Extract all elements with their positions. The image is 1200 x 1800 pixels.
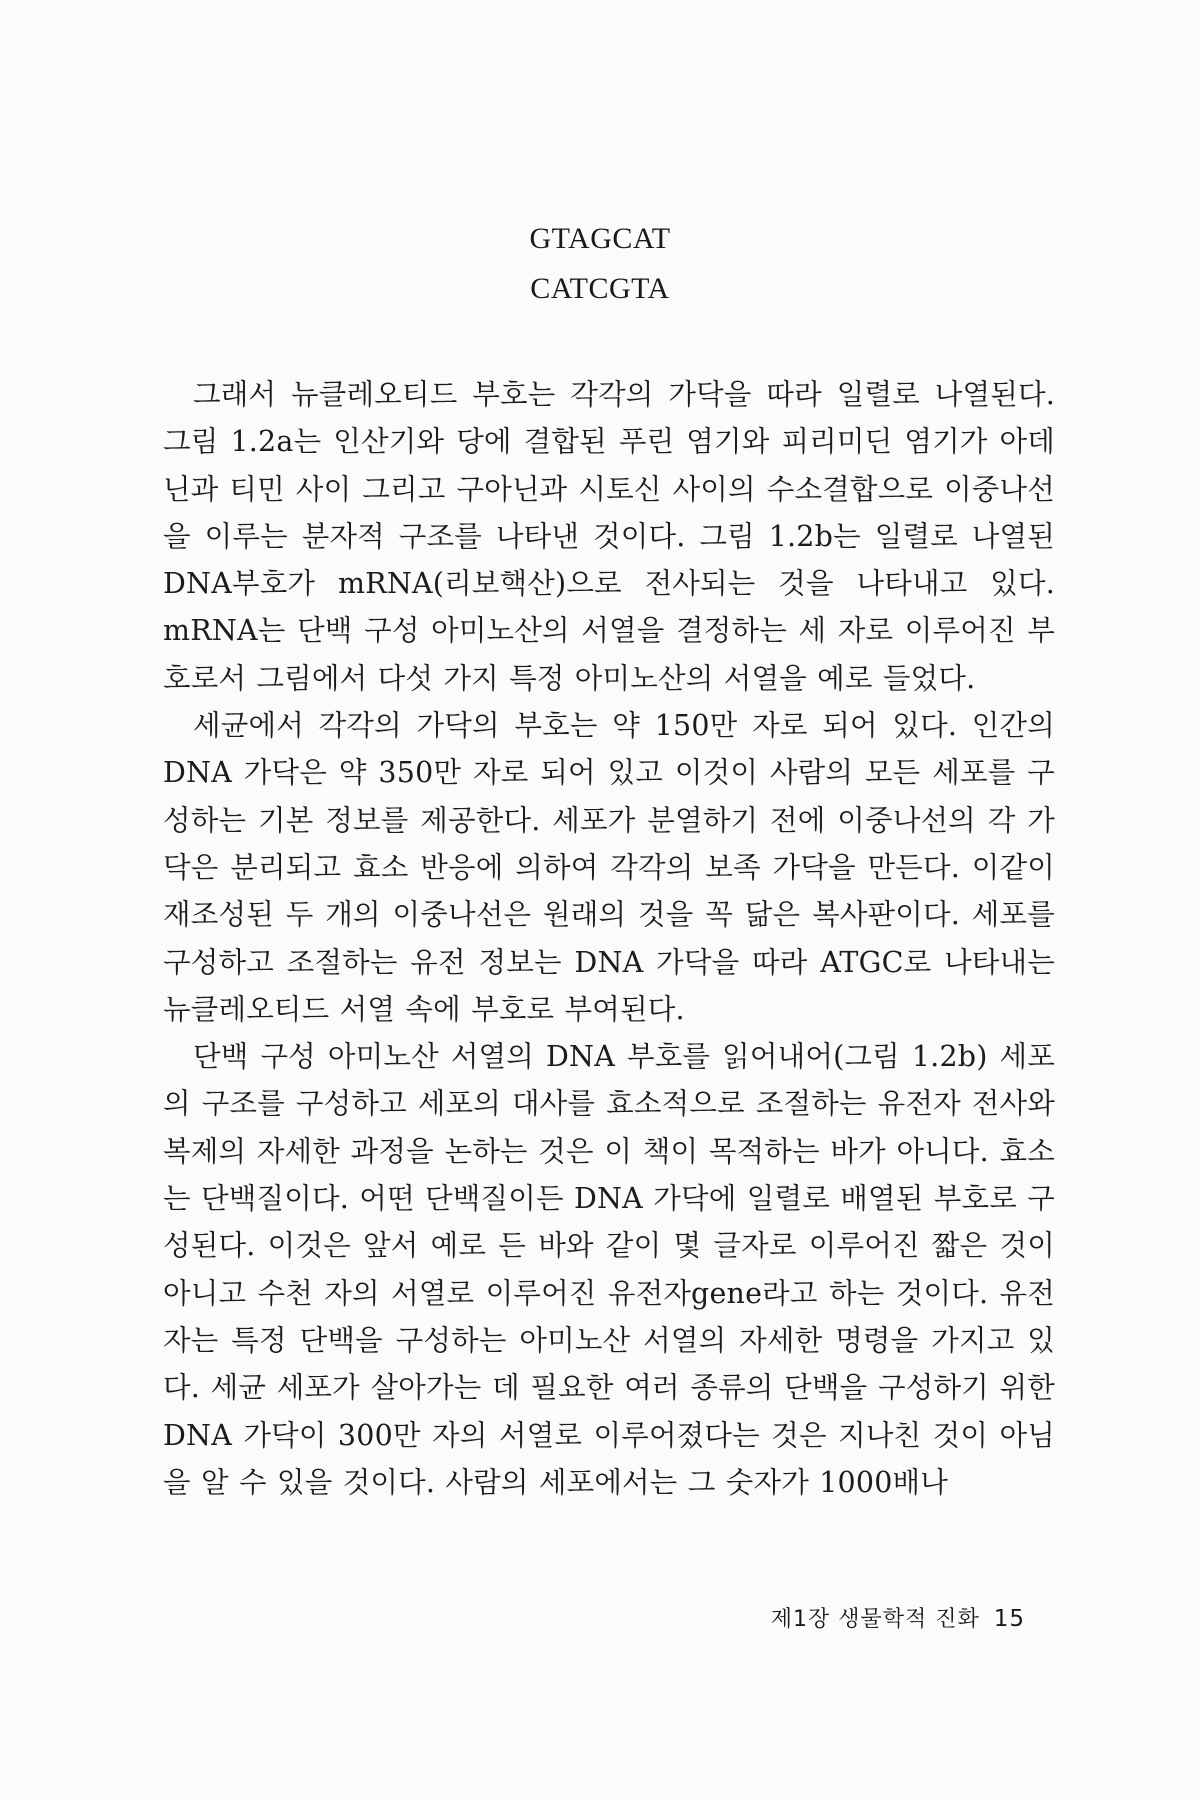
dna-strand-top: GTAGCAT bbox=[529, 222, 671, 255]
page-footer bbox=[771, 1602, 1025, 1633]
dna-strand-bottom: CATCGTA bbox=[530, 272, 670, 305]
running-head: 제1장 생물학적 진화 bbox=[770, 1607, 980, 1632]
page-number: 15 bbox=[993, 1606, 1025, 1632]
body-text bbox=[163, 371, 1055, 1506]
paragraph-1: 그래서 뉴클레오티드 부호는 각각의 가닥을 따라 일렬로 나열된다. 그림 1.2a는 인산기와 당에 결합된 푸린 염기와 피리미딘 염기가 아데닌과 티민 사이 그리고 구아닌과 시토신 사이의 수소결합으로 이중나선을 이루는 분자적 구조를 나타낸 것이다. 그림 1.2b는 일렬로 나열된 DNA부호가 mRNA(리보핵산)으로 전사되는 것을 나타내고 있다. mRNA는 단백 구성 아미노산의 서열을 결정하는 세 자로 이루어진 부호로서 그림에서 다섯 가지 특정 아미노산의 서열을 예로 들었다. bbox=[163, 378, 1055, 695]
paragraph-3: 단백 구성 아미노산 서열의 DNA 부호를 읽어내어(그림 1.2b) 세포의 구조를 구성하고 세포의 대사를 효소적으로 조절하는 유전자 전사와 복제의 자세한 과정을 논하는 것은 이 책이 목적하는 바가 아니다. 효소는 단백질이다. 어떤 단백질이든 DNA 가닥에 일렬로 배열된 부호로 구성된다. 이것은 앞서 예로 든 바와 같이 몇 글자로 이루어진 짧은 것이 아니고 수천 자의 서열로 이루어진 유전자gene라고 하는 것이다. 유전자는 특정 단백을 구성하는 아미노산 서열의 자세한 명령을 가지고 있다. 세균 세포가 살아가는 데 필요한 여러 종류의 단백을 구성하기 위한 DNA 가닥이 300만 자의 서열로 이루어졌다는 것은 지나친 것이 아님을 알 수 있을 것이다. 사람의 세포에서는 그 숫자가 1000배나 bbox=[163, 1040, 1055, 1499]
paragraph-2: 세균에서 각각의 가닥의 부호는 약 150만 자로 되어 있다. 인간의 DNA 가닥은 약 350만 자로 되어 있고 이것이 사람의 모든 세포를 구성하는 기본 정보를 제공한다. 세포가 분열하기 전에 이중나선의 각 가닥은 분리되고 효소 반응에 의하여 각각의 보족 가닥을 만든다. 이같이 재조성된 두 개의 이중나선은 원래의 것을 꼭 닮은 복사판이다. 세포를 구성하고 조절하는 유전 정보는 DNA 가닥을 따라 ATGC로 나타내는 뉴클레오티드 서열 속에 부호로 부여된다. bbox=[163, 709, 1055, 1026]
